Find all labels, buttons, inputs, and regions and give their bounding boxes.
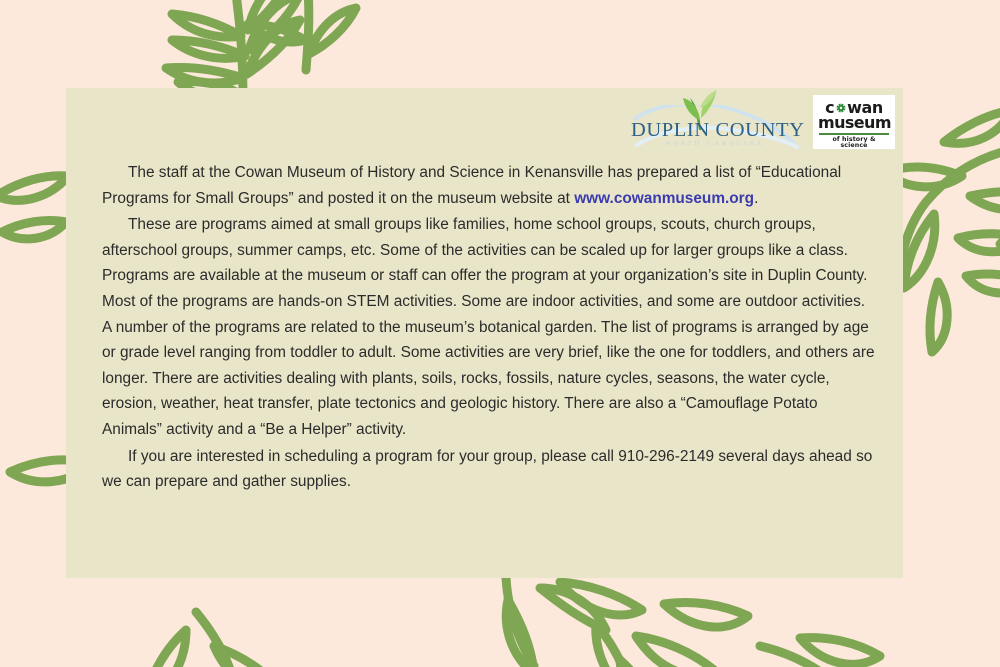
cowan-letter-c: c <box>825 97 835 117</box>
paragraph-3: If you are interested in scheduling a program for your group, please call 910-296-2149 several days ahead so we can prepare and gather supplies. <box>102 447 873 491</box>
logo-row <box>631 90 895 154</box>
paragraph-1-text: The staff at the Cowan Museum of History and Science in Kenansville has prepared a list of “Educational Programs for Small Groups” and posted it on the museum website at <box>102 164 842 207</box>
paragraph-2: These are programs aimed at small groups like families, home school groups, scouts, church groups, afterschool groups, summer camps, etc. Some of the activities can be scaled up for larger groups like a class. Programs are available at the museum or staff can offer the program at your organization’s site in Duplin County. Most of the programs are hands-on STEM activities. Some are indoor activities, and some are outdoor activities. A number of the programs are related to the museum’s botanical garden. The list of programs is arranged by age or grade level ranging from toddler to adult. Some activities are very brief, like the one for toddlers, and others are longer. There are activities dealing with plants, soils, rocks, fossils, nature cycles, seasons, the water cycle, erosion, weather, heat transfer, plate tectonics and geologic history. There are also a “Camouflage Potato Animals” activity and a “Be a Helper” activity. <box>102 216 875 438</box>
leaf-branch-right-upper <box>886 150 1000 352</box>
duplin-county-subtitle: NORTH CAROLINA <box>665 140 765 147</box>
duplin-county-wordmark: DUPLIN COUNTY <box>631 119 805 141</box>
cowan-tagline: of history & science <box>832 136 876 150</box>
leaf-left-edge-upper <box>0 176 68 239</box>
green-gear-icon <box>835 102 847 114</box>
leaf-branch-bottom-left <box>146 612 278 667</box>
leaf-sprig-top-left <box>166 0 300 98</box>
leaf-branch-bottom-center <box>506 578 748 667</box>
paragraph-1 <box>102 160 877 211</box>
duplin-county-logo <box>631 91 805 153</box>
cowan-divider <box>819 133 889 135</box>
cowan-wordmark-line2: museum <box>818 113 891 132</box>
cowan-museum-website-link[interactable]: www.cowanmuseum.org <box>574 189 755 207</box>
paragraph-1-period: . <box>754 189 759 207</box>
leaf-branch-bottom-right <box>760 638 880 667</box>
cowan-museum-logo <box>813 95 895 149</box>
article-body <box>102 160 877 495</box>
leaf-sprig-top-center <box>248 0 356 70</box>
content-card <box>66 88 903 578</box>
cowan-letters-wan: wan <box>847 97 883 117</box>
leaf-top-right <box>944 110 1000 143</box>
